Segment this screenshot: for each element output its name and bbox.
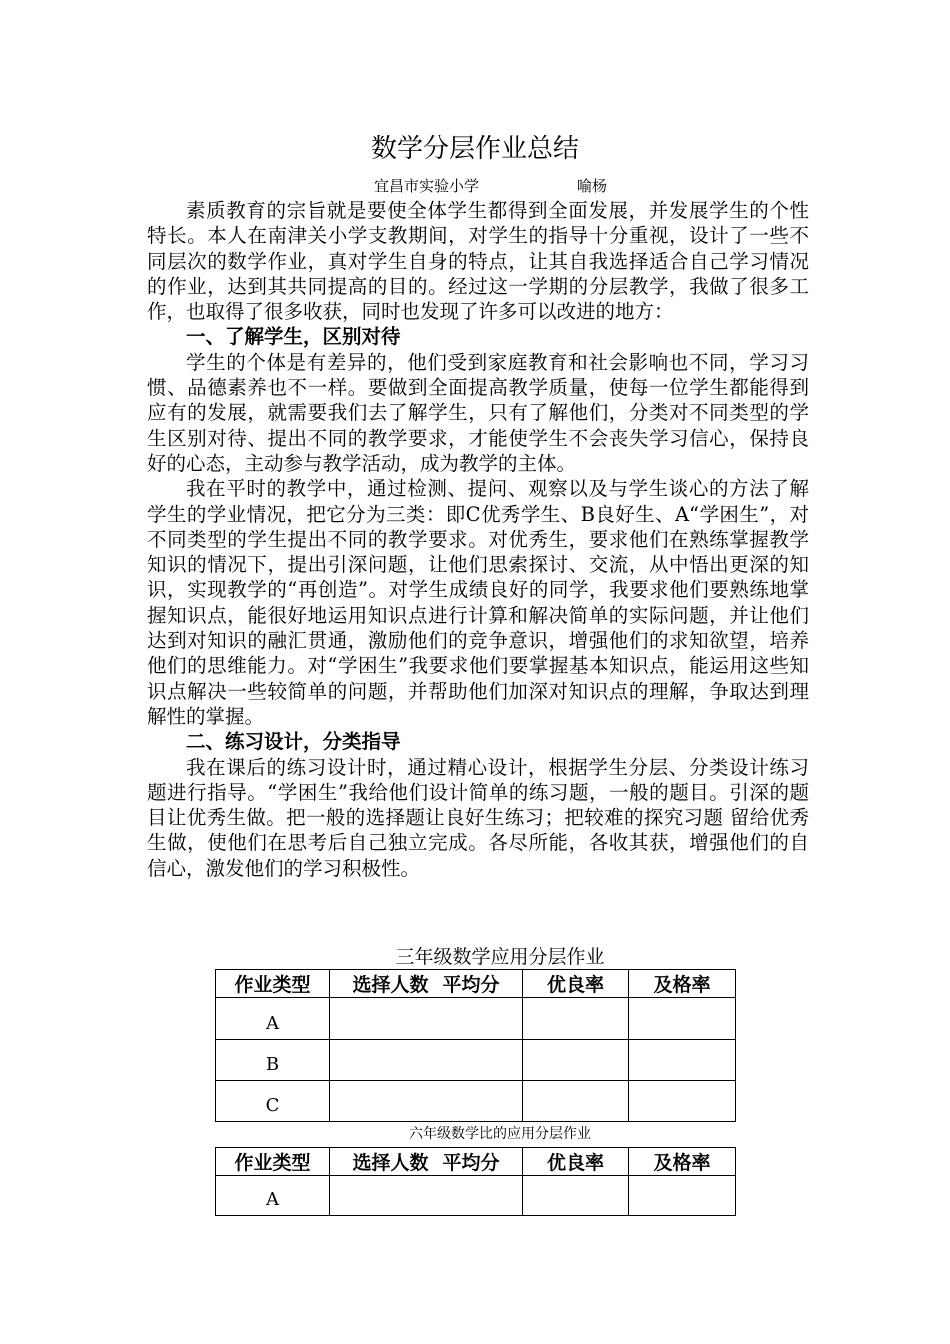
table-cell: [330, 998, 523, 1040]
body-text: [147, 198, 809, 881]
table-cell: [523, 1040, 629, 1081]
section-heading-2: 二、练习设计，分类指导: [186, 730, 401, 754]
header-count: 选择人数: [352, 1152, 429, 1174]
table-cell: [330, 1040, 523, 1081]
table-cell: [629, 1081, 736, 1122]
table-cell: [629, 1040, 736, 1081]
table-row: [216, 1081, 736, 1122]
table-cell: [330, 1176, 523, 1216]
table-cell: [629, 1176, 736, 1216]
table-grade6: [215, 1147, 736, 1216]
table-row: [216, 1040, 736, 1081]
header-excellent-rate: 优良率: [523, 1148, 629, 1176]
section1-paragraph-2: 我在平时的教学中，通过检测、提问、观察以及与学生谈心的方法了解学生的学业情况，把它分为三类：即C优秀学生、B良好生、A“学困生”，对不同类型的学生提出不同的教学要求。对优秀生，要求他们在熟练掌握教学知识的情况下，提出引深问题，让他们思索探讨、交流，从中悟出更深的知识，实现教学的“再创造”。对学生成绩良好的同学，我要求他们要熟练地掌握知识点，能很好地运用知识点进行计算和解决简单的实际问题，并让他们达到对知识的融汇贯通，激励他们的竞争意识，增强他们的求知欲望，培养他们的思维能力。对“学困生”我要求他们要掌握基本知识点，能运用这些知识点解决一些较简单的问题，并帮助他们加深对知识点的理解，争取达到理解性的掌握。: [147, 477, 809, 728]
header-avg: 平均分: [442, 1152, 500, 1174]
header-count-avg: [330, 1148, 523, 1176]
row-type-cell: C: [216, 1081, 330, 1122]
table2-caption: 六年级数学比的应用分层作业: [409, 1126, 591, 1142]
header-type: 作业类型: [216, 970, 330, 998]
table-row: [216, 998, 736, 1040]
table-grade3: [215, 969, 736, 1122]
header-count-avg: [330, 970, 523, 998]
section2-paragraph-1: 我在课后的练习设计时，通过精心设计，根据学生分层、分类设计练习题进行指导。“学困生”我给他们设计简单的练习题，一般的题目。引深的题目让优秀生做。把一般的选择题让良好生练习；把较难的探究习题 留给优秀生做，使他们在思考后自己独立完成。各尽所能，各收其获，增强他们的自信心，激发他们的学习积极性。: [147, 755, 809, 880]
header-pass-rate: 及格率: [629, 970, 736, 998]
section-heading-1: 一、了解学生，区别对待: [186, 325, 401, 349]
table-cell: [330, 1081, 523, 1122]
table1-header-row: [216, 970, 736, 998]
row-type-cell: B: [216, 1040, 330, 1081]
intro-paragraph: 素质教育的宗旨就是要使全体学生都得到全面发展，并发展学生的个性特长。本人在南津关小学支教期间，对学生的指导十分重视，设计了一些不同层次的数学作业，真对学生自身的特点，让其自我选择适合自己学习情况的作业，达到其共同提高的目的。经过这一学期的分层教学，我做了很多工作，也取得了很多收获，同时也发现了许多可以改进的地方：: [147, 199, 809, 324]
byline-author: 喻杨: [577, 177, 608, 195]
header-avg: 平均分: [442, 974, 500, 996]
header-type: 作业类型: [216, 1148, 330, 1176]
table1-caption: 三年级数学应用分层作业: [395, 946, 605, 968]
table-cell: [629, 998, 736, 1040]
header-excellent-rate: 优良率: [523, 970, 629, 998]
header-count: 选择人数: [352, 974, 429, 996]
document-title: 数学分层作业总结: [370, 134, 579, 164]
section1-paragraph-1: 学生的个体是有差异的，他们受到家庭教育和社会影响也不同，学习习惯、品德素养也不一样。要做到全面提高教学质量，使每一位学生都能得到应有的发展，就需要我们去了解学生，只有了解他们，分类对不同类型的学生区别对待、提出不同的教学要求，才能使学生不会丧失学习信心，保持良好的心态，主动参与教学活动，成为教学的主体。: [147, 350, 809, 475]
byline-school: 宜昌市实验小学: [374, 177, 480, 195]
table-cell: [523, 1081, 629, 1122]
row-type-cell: A: [216, 1176, 330, 1216]
table2-header-row: [216, 1148, 736, 1176]
table-row: [216, 1176, 736, 1216]
table-cell: [523, 1176, 629, 1216]
header-pass-rate: 及格率: [629, 1148, 736, 1176]
table-cell: [523, 998, 629, 1040]
row-type-cell: A: [216, 998, 330, 1040]
